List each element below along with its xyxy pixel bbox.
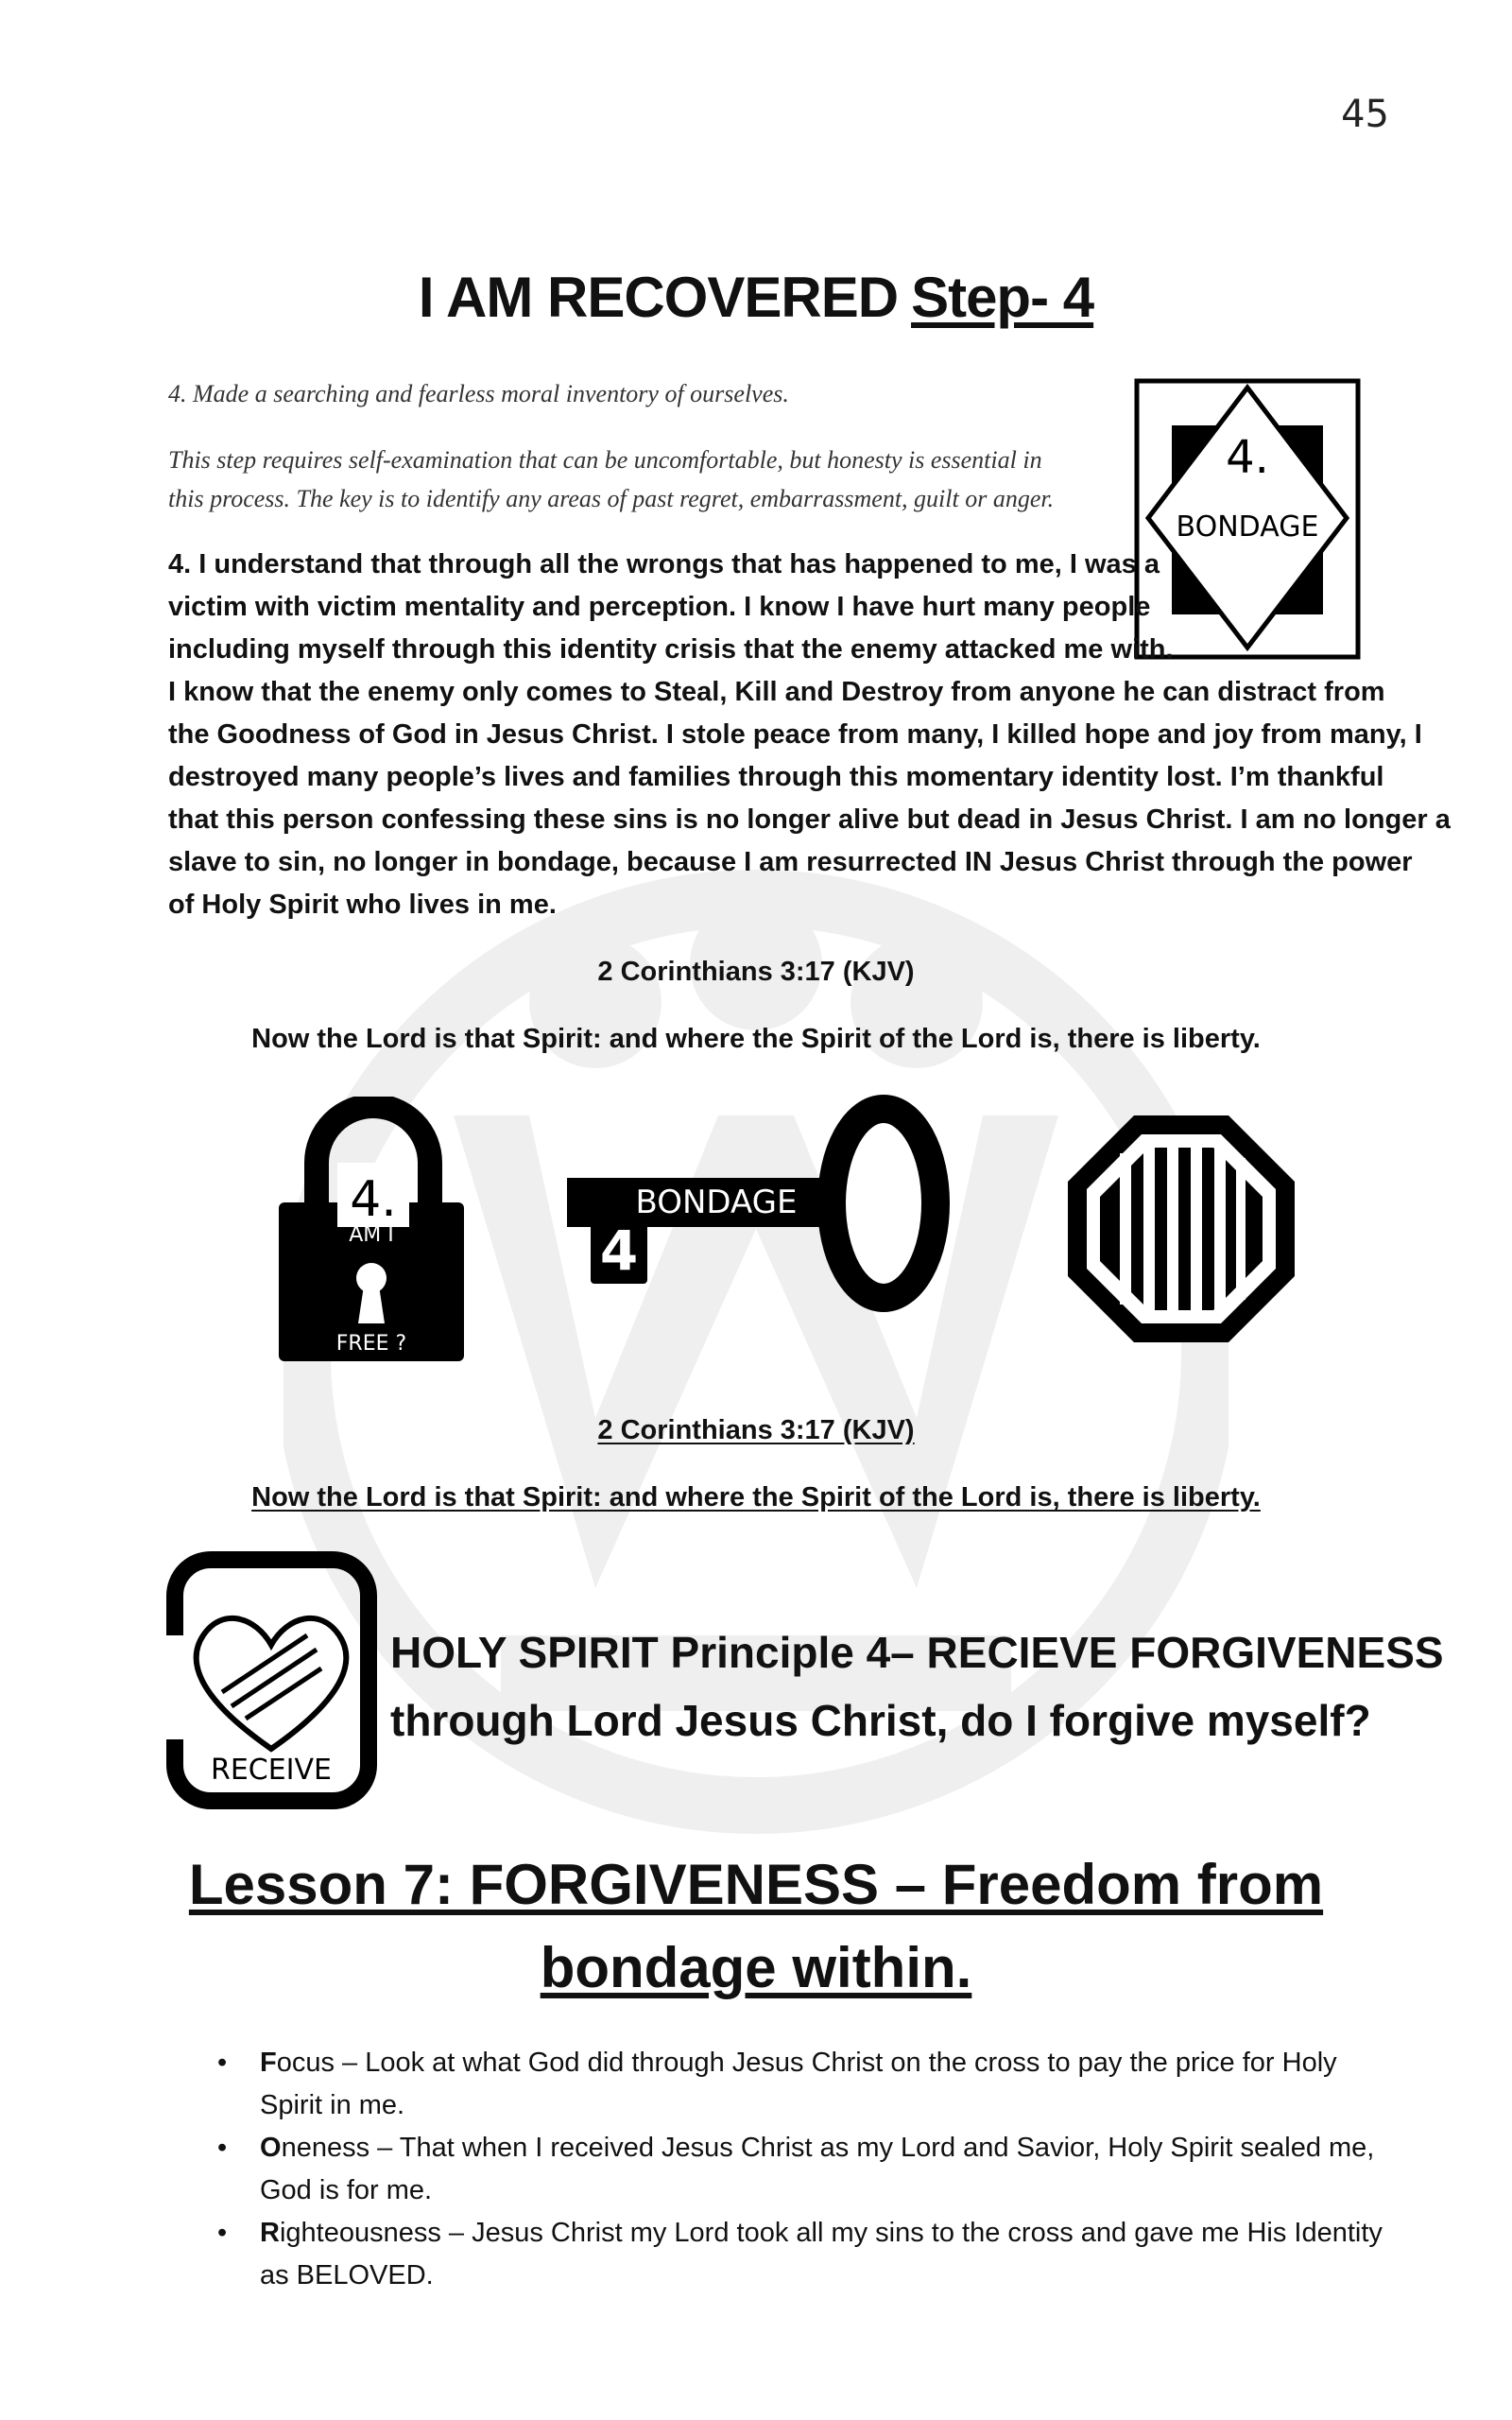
page-number: 45 [1341, 93, 1389, 136]
page-title [0, 265, 1512, 330]
testimony-line-5: the Goodness of God in Jesus Christ. I stole peace from many, I killed hope and joy from many, I [168, 719, 1422, 750]
title-main: I AM RECOVERED [418, 266, 899, 329]
lesson-heading [0, 1843, 1512, 2010]
verse-reference-underlined: 2 Corinthians 3:17 (KJV) [597, 1415, 915, 1445]
padlock-top-text: AM I [349, 1223, 394, 1247]
bondage-step-badge [1134, 378, 1361, 660]
lesson-line-1: Lesson 7: FORGIVENESS – Freedom from [188, 1853, 1324, 1916]
bullet-focus: • Focus – Look at what God did through Jesus Christ on the cross to pay the price for Holy Spirit in me. [217, 2048, 1337, 2120]
key-number: 4 [599, 1219, 639, 1283]
receive-hands-icon [165, 1550, 378, 1810]
testimony-line-9: of Holy Spirit who lives in me. [168, 890, 557, 920]
principle-line-1: HOLY SPIRIT Principle 4– RECIEVE FORGIVENESS [390, 1628, 1444, 1677]
bullet-righteousness: • Righteousness – Jesus Christ my Lord took all my sins to the cross and gave me His Identity as BELOVED. [217, 2218, 1383, 2290]
badge-label: BONDAGE [1176, 510, 1319, 544]
key-icon [567, 1095, 954, 1312]
title-step: Step- 4 [911, 266, 1094, 329]
receive-icon-label: RECEIVE [210, 1754, 333, 1787]
testimony-line-1: 4. I understand that through all the wrongs that has happened to me, I was a [168, 549, 1160, 579]
testimony-line-7: that this person confessing these sins is no longer alive but dead in Jesus Christ. I am no longer a [168, 804, 1451, 835]
holy-spirit-principle [390, 1618, 1444, 1754]
verse-text-underlined: Now the Lord is that Spirit: and where the Spirit of the Lord is, there is liberty. [251, 1482, 1261, 1512]
padlock-number: 4. [350, 1171, 397, 1228]
padlock-bottom-text: FREE ? [335, 1332, 407, 1356]
key-label: BONDAGE [635, 1184, 798, 1221]
lesson-line-2: bondage within. [540, 1936, 972, 1999]
step-statement: 4. Made a searching and fearless moral inventory of ourselves. [168, 380, 789, 407]
forgiveness-bullet-list [217, 2042, 1389, 2297]
testimony-line-8: slave to sin, no longer in bondage, because I am resurrected IN Jesus Christ through the power [168, 847, 1413, 877]
step-description-line-2: this process. The key is to identify any areas of past regret, embarrassment, guilt or anger. [168, 485, 1055, 512]
badge-number: 4. [1226, 431, 1269, 484]
principle-line-2: through Lord Jesus Christ, do I forgive myself? [390, 1696, 1371, 1745]
bullet-oneness: • Oneness – That when I received Jesus Christ as my Lord and Savior, Holy Spirit sealed me, God is for me. [217, 2133, 1375, 2205]
padlock-icon [279, 1097, 468, 1361]
testimony-line-3: including myself through this identity crisis that the enemy attacked me with. [168, 634, 1174, 665]
step-description-line-1: This step requires self-examination that can be uncomfortable, but honesty is essential in [168, 446, 1042, 474]
testimony-line-4: I know that the enemy only comes to Steal, Kill and Destroy from anyone he can distract from [168, 677, 1385, 707]
verse-reference: 2 Corinthians 3:17 (KJV) [597, 957, 915, 987]
verse-text: Now the Lord is that Spirit: and where the Spirit of the Lord is, there is liberty. [251, 1024, 1261, 1054]
testimony-line-2: victim with victim mentality and perception. I know I have hurt many people [168, 592, 1151, 622]
prison-bars-icon [1068, 1115, 1295, 1342]
testimony-line-6: destroyed many people’s lives and families through this momentary identity lost. I’m thankful [168, 762, 1384, 792]
